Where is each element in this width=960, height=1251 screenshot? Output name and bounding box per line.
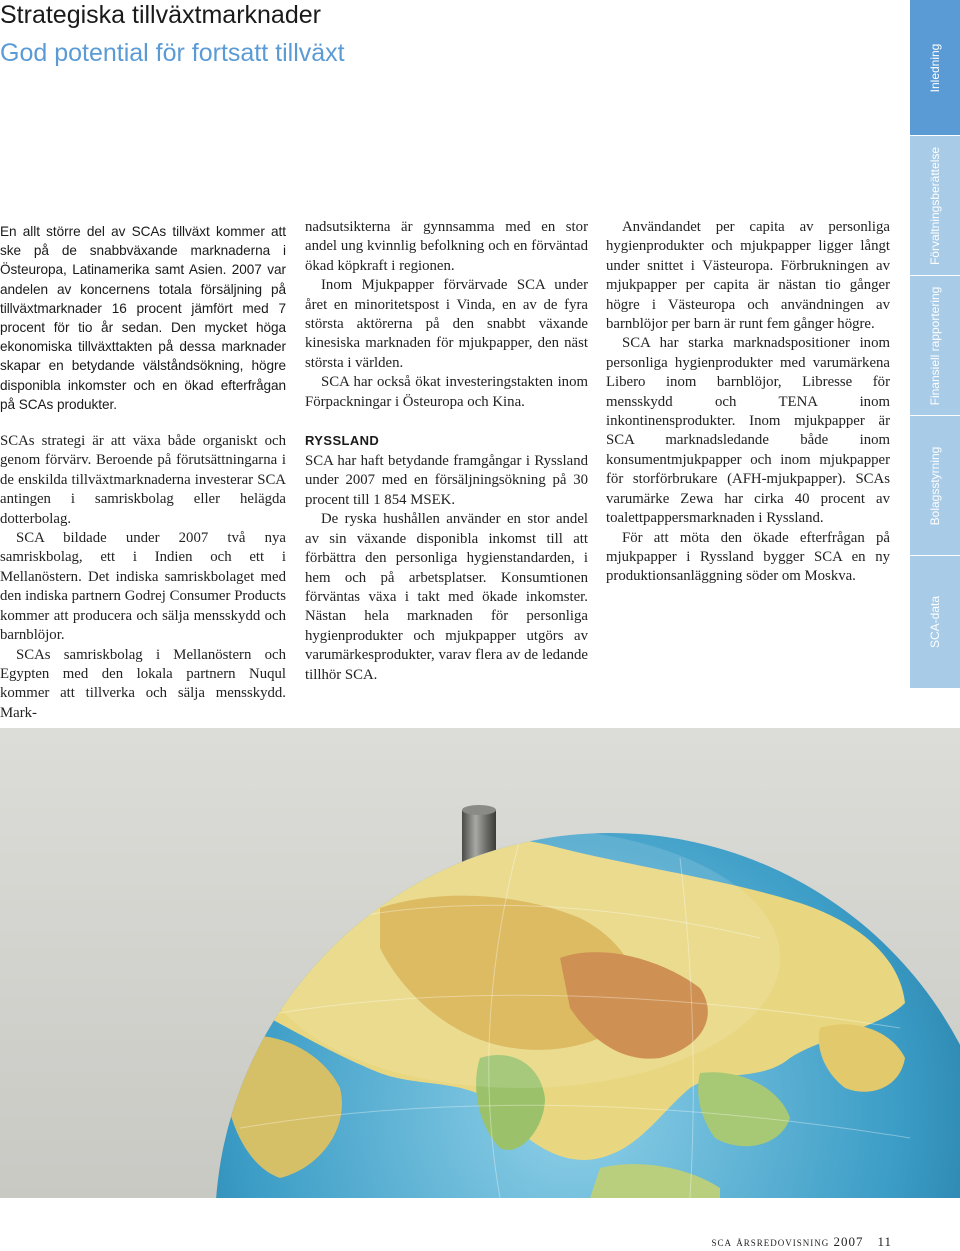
body-paragraph: De ryska hushållen använder en stor andel av sin växande disponibla inkomst till att förbättra den personliga hygienstandarden, i hem och på arbetsplatser. Konsumtionen förväntas växa i takt med ökade inkomster. Nästan hela marknaden för personliga hygienprodukter och mjukpapper utgörs av varumärkesprodukter, varav flera av de ledande tillhör SCA. xyxy=(305,511,588,683)
tab-finansiell-rapportering[interactable] xyxy=(910,276,960,416)
section-heading-ryssland: RYSSLAND xyxy=(305,433,380,449)
globe-illustration xyxy=(0,728,960,1198)
tab-inledning[interactable] xyxy=(910,0,960,136)
tab-label: Bolagsstyrning xyxy=(928,446,942,525)
tab-bolagsstyrning[interactable] xyxy=(910,416,960,556)
body-paragraph: Användandet per capita av personliga hygienprodukter och mjukpapper ligger långt under snittet i Västeuropa. Förbrukningen av mjukpapper per capita är nästan tio gånger högre i Västeuropa och användningen av barnblöjor per barn är runt fem gånger högre. xyxy=(606,219,890,333)
page-footer xyxy=(711,1234,892,1250)
body-paragraph: SCA har starka marknadspositioner inom personliga hygienprodukter med varumärkena Libero inom barnblöjor, Libresse för mensskydd och TENA inom inkontinensprodukter. Inom mjukpapper är SCA marknadsledande både inom konsumentmjukpapper och inom mjukpapper för storförbrukare (AFH-mjukpapper). SCAs varumärke Zewa har cirka 40 procent av toalettpappersmarknaden i Ryssland. xyxy=(606,335,890,527)
tab-label: SCA-data xyxy=(928,595,942,649)
body-paragraph: SCA har också ökat investeringstakten inom Förpackningar i Östeuropa och Kina. xyxy=(305,374,588,410)
body-paragraph: SCA bildade under 2007 två nya samriskbolag, ett i Indien och ett i Mellanöstern. Det indiska samriskbolaget med den indiska partnern Godrej Consumer Products kommer att producera och sälja mensskydd och barnblöjor. xyxy=(0,530,286,644)
body-paragraph: SCAs strategi är att växa både organiskt och genom förvärv. Beroende på förutsättningarna i de enskilda tillväxtmarknaderna investerar SCA antingen i samriskbolag eller helägda dotterbolag. xyxy=(0,433,286,527)
tab-label: Förvaltningsberättelse xyxy=(928,146,942,265)
body-paragraph: För att möta den ökade efterfrågan på mjukpapper i Ryssland bygger SCA en ny produktionsanläggning söder om Moskva. xyxy=(606,529,890,585)
body-paragraph: Inom Mjukpapper förvärvade SCA under året en minoritetspost i Vinda, en av de fyra största aktörerna på den snabbt växande kinesiska marknaden för mjukpapper, den näst största i världen. xyxy=(305,277,588,371)
page-number: 11 xyxy=(877,1234,892,1249)
report-name: sca årsredovisning 2007 xyxy=(711,1234,864,1249)
text-column-1 xyxy=(0,222,286,723)
tab-label: Inledning xyxy=(928,43,942,92)
section-tabs xyxy=(910,0,960,688)
body-paragraph: SCA har haft betydande framgångar i Ryssland under 2007 med en försäljningsökning på 30 procent till 1 854 MSEK. xyxy=(305,453,588,508)
body-paragraph: nadsutsikterna är gynnsamma med en stor andel ung kvinnlig befolkning och en förväntad ökad köpkraft i regionen. xyxy=(305,219,588,274)
lead-paragraph: En allt större del av SCAs tillväxt kommer att ske på de snabbväxande marknaderna i Östeuropa, Latinamerika samt Asien. 2007 var andelen av koncernens totala försäljning på tillväxtmarknader 16 procent jämfört med 7 procent för tio år sedan. Den mycket höga ekonomiska tillväxttakten på dessa marknader skapar en betydande välståndsökning, högre disponibla inkomster och en ökad efterfrågan på SCAs produkter. xyxy=(0,224,286,412)
page-subtitle: God potential för fortsatt tillväxt xyxy=(0,39,345,67)
tab-sca-data[interactable] xyxy=(910,556,960,689)
tab-label: Finansiell rapportering xyxy=(928,286,942,405)
globe-photo xyxy=(0,728,960,1198)
page-title: Strategiska tillväxtmarknader xyxy=(0,1,321,29)
text-column-3 xyxy=(606,218,890,587)
tab-forvaltningsberattelse[interactable] xyxy=(910,136,960,276)
text-column-2 xyxy=(305,218,588,685)
body-paragraph: SCAs samriskbolag i Mellanöstern och Egypten med den lokala partnern Nuqul kommer att tillverka och sälja mensskydd. Mark- xyxy=(0,646,286,721)
